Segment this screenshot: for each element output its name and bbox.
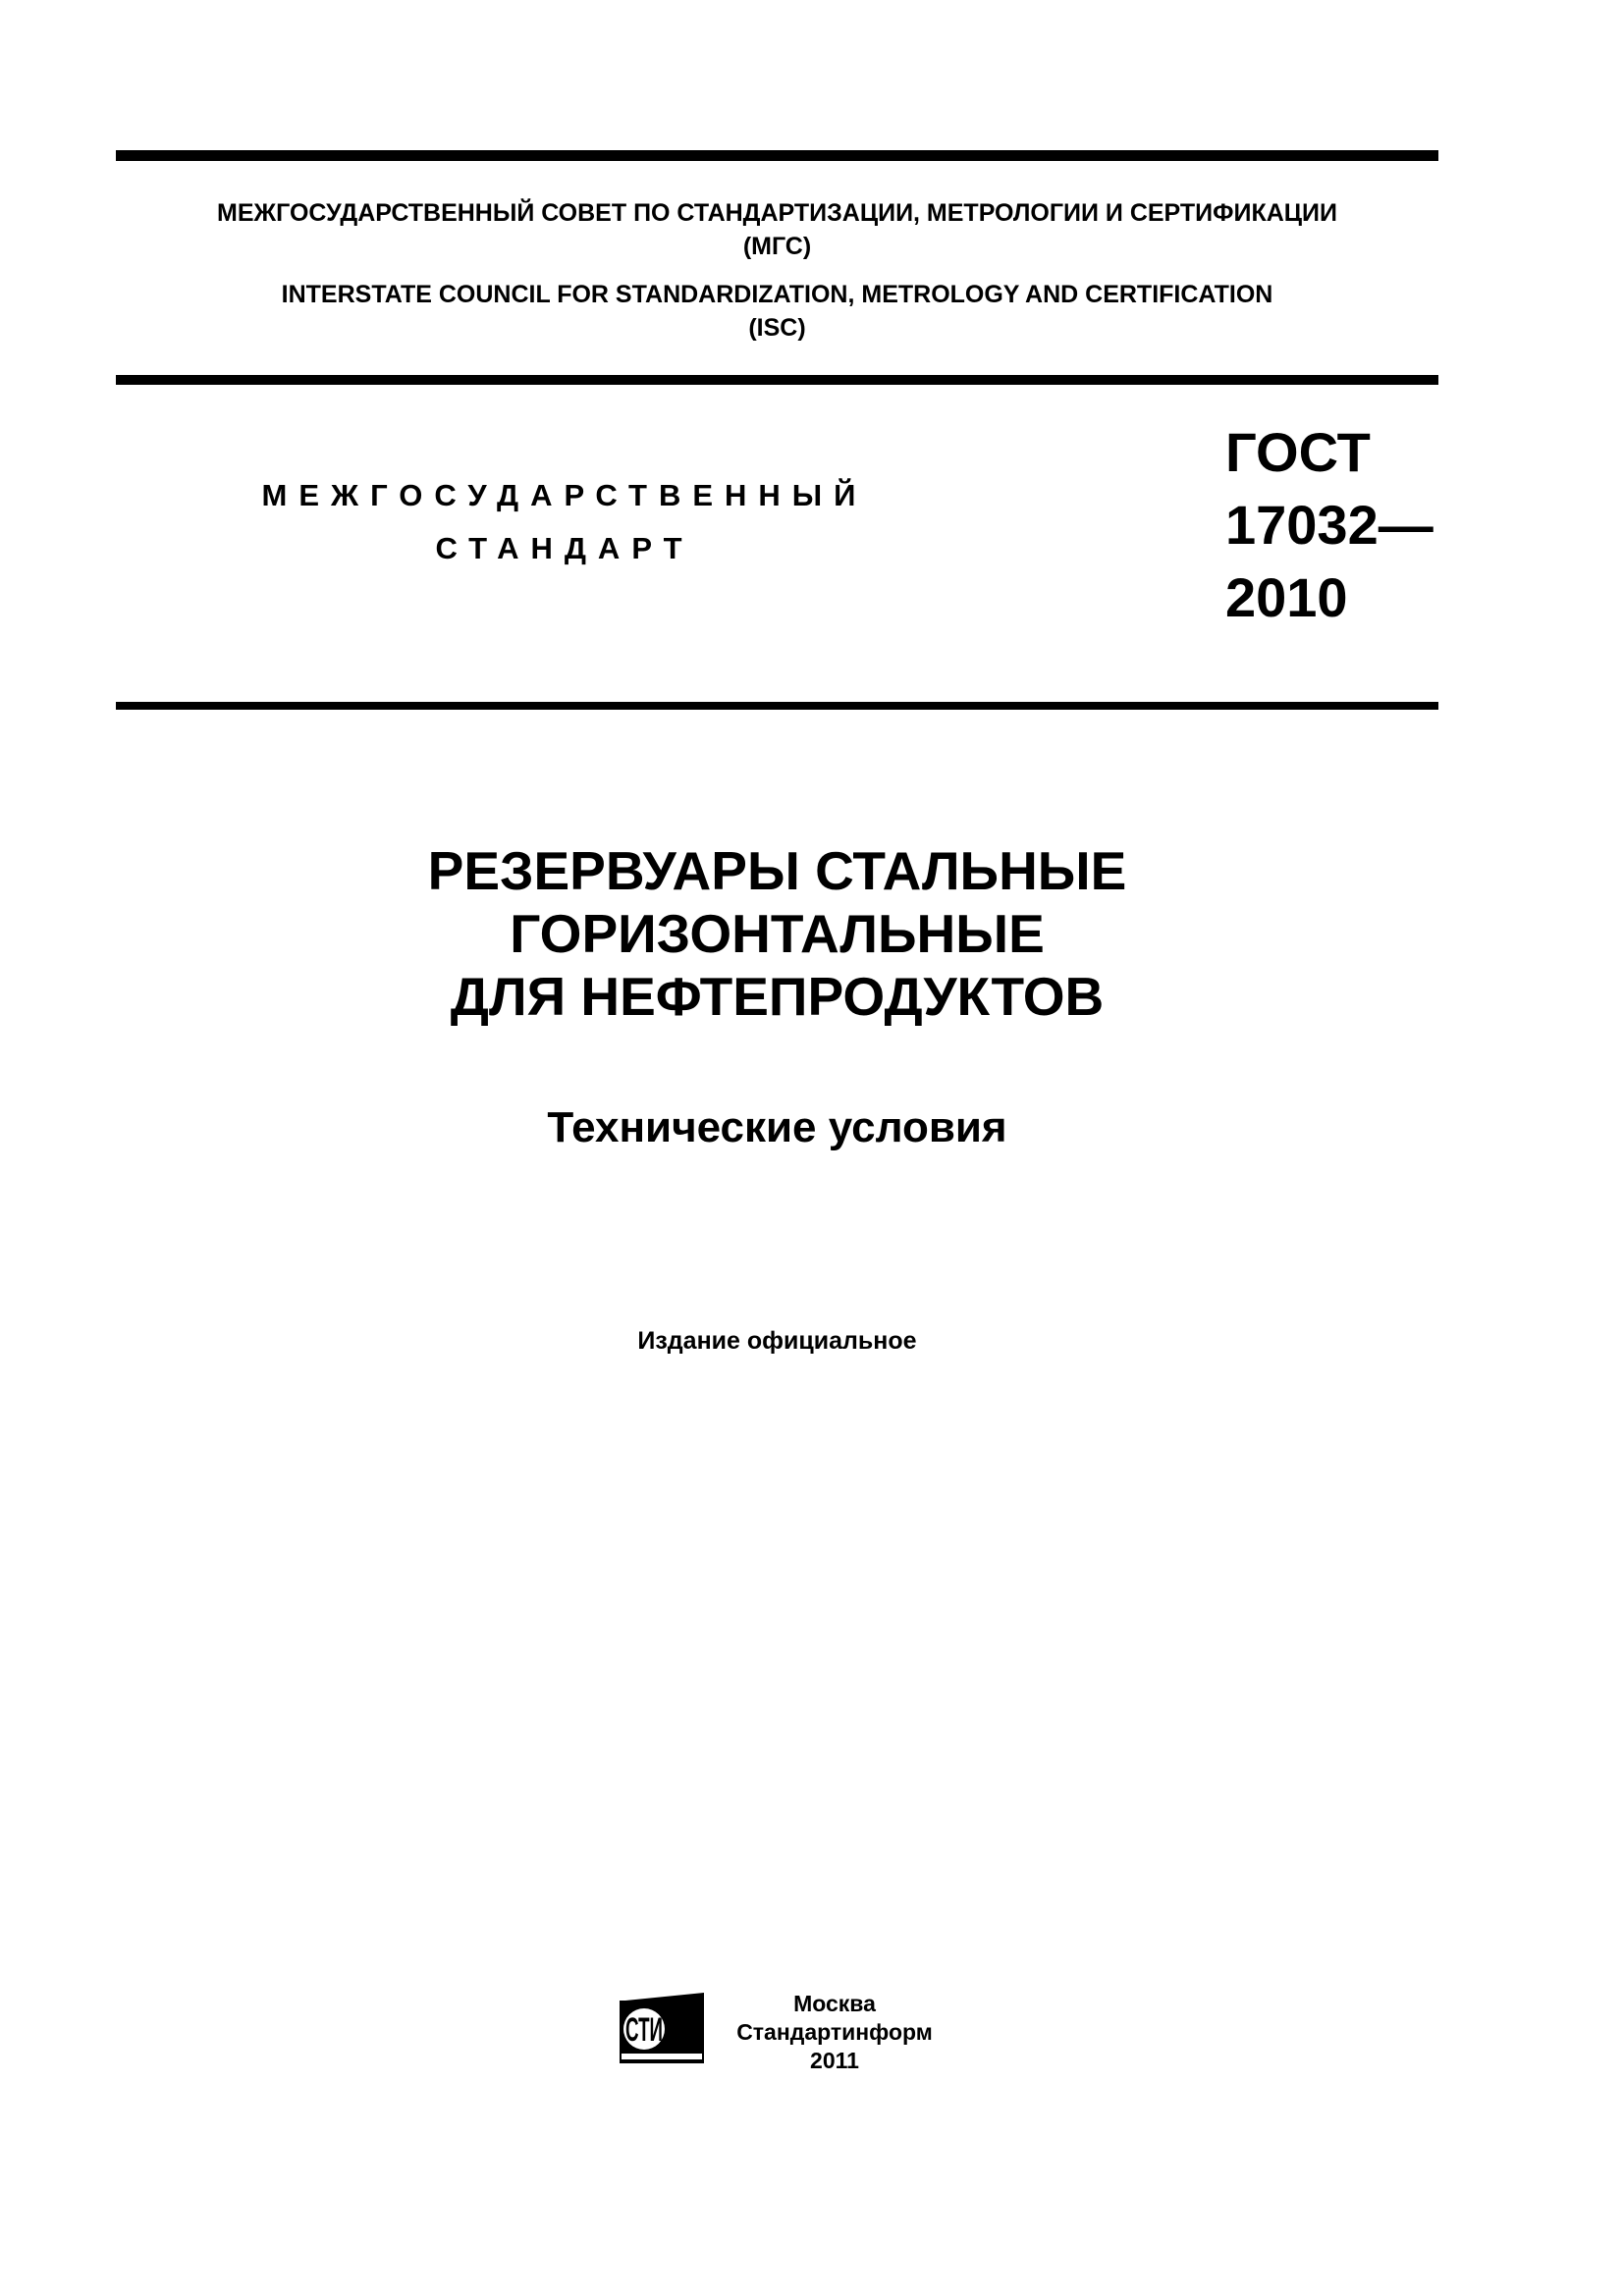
standard-type-line1: МЕЖГОСУДАРСТВЕННЫЙ — [261, 478, 868, 512]
gost-designation — [1225, 416, 1434, 634]
publisher-city: Москва — [793, 1991, 876, 2016]
bottom-rule — [116, 702, 1438, 710]
standard-type-label — [245, 469, 884, 575]
council-ru-line1: МЕЖГОСУДАРСТВЕННЫЙ СОВЕТ ПО СТАНДАРТИЗАЦИИ, МЕТРОЛОГИИ И СЕРТИФИКАЦИИ — [217, 199, 1337, 227]
middle-rule — [116, 375, 1438, 385]
gost-line3: 2010 — [1225, 566, 1348, 628]
title-line3: ДЛЯ НЕФТЕПРОДУКТОВ — [450, 966, 1105, 1027]
edition-note: Издание официальное — [637, 1327, 917, 1355]
council-name-ru — [116, 196, 1438, 263]
publisher-block — [722, 1990, 947, 2075]
top-rule — [116, 150, 1438, 161]
document-title — [116, 839, 1438, 1028]
standard-type-line2: СТАНДАРТ — [435, 531, 694, 565]
title-line2: ГОРИЗОНТАЛЬНЫЕ — [510, 903, 1045, 964]
logo-text: СТИ — [625, 2011, 663, 2049]
council-name-en — [116, 278, 1438, 345]
gost-line1: ГОСТ — [1225, 421, 1371, 483]
council-ru-abbr: (МГС) — [742, 233, 812, 260]
publisher-year: 2011 — [810, 2048, 859, 2073]
title-line1: РЕЗЕРВУАРЫ СТАЛЬНЫЕ — [427, 840, 1127, 901]
standartinform-logo-icon — [616, 1989, 710, 2067]
publisher-name: Стандартинформ — [736, 2019, 933, 2045]
gost-line2: 17032— — [1225, 494, 1434, 556]
council-en-line1: INTERSTATE COUNCIL FOR STANDARDIZATION, METROLOGY AND CERTIFICATION — [281, 281, 1273, 308]
council-en-abbr: (ISC) — [748, 314, 806, 342]
document-subtitle: Технические условия — [547, 1103, 1007, 1151]
